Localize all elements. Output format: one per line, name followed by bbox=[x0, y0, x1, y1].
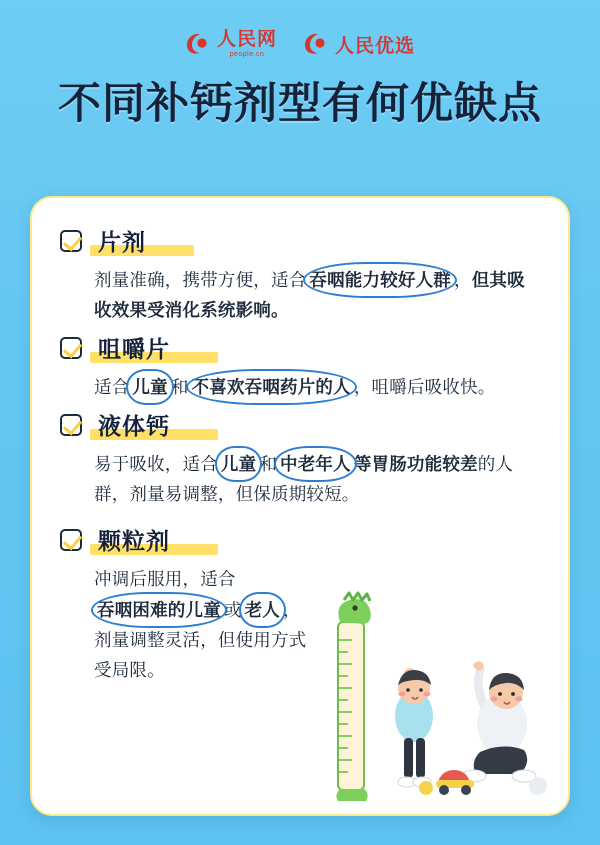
text-run: 和 bbox=[259, 454, 278, 475]
child-figure bbox=[395, 668, 433, 787]
section-liquid-calcium bbox=[60, 408, 540, 509]
checkbox-checked-icon bbox=[60, 529, 82, 551]
text-run: 冲调后服用，适合 bbox=[94, 569, 236, 590]
ball bbox=[529, 777, 547, 795]
section-chewable bbox=[60, 331, 540, 402]
text-run: ，剂量调整灵活，但使用方式受局限。 bbox=[94, 599, 307, 680]
section-granules bbox=[60, 523, 540, 684]
section-header bbox=[60, 331, 540, 364]
emphasis-circled: 吞咽困难的儿童 bbox=[94, 595, 224, 625]
section-body bbox=[60, 372, 540, 402]
red-swoosh-icon bbox=[303, 31, 329, 57]
text-run: 和 bbox=[170, 377, 189, 398]
section-tablet bbox=[60, 224, 540, 325]
emphasis-circled: 儿童 bbox=[218, 449, 259, 479]
content-card bbox=[30, 196, 570, 816]
text-run-bold: 但其吸收效果受消化系统影响。 bbox=[94, 270, 525, 321]
text-run: 的人群，剂量易调整，但保质期较短。 bbox=[94, 454, 514, 505]
section-header bbox=[60, 408, 540, 441]
red-swoosh-icon bbox=[185, 31, 211, 57]
section-body bbox=[60, 564, 310, 684]
people-cn-logo bbox=[185, 30, 277, 58]
text-run: 适合 bbox=[94, 377, 130, 398]
checkbox-checked-icon bbox=[60, 414, 82, 436]
logo-row bbox=[0, 0, 600, 58]
text-run: ，咀嚼后吸收快。 bbox=[353, 377, 496, 398]
emphasis-circled: 老人 bbox=[242, 595, 283, 625]
section-header bbox=[60, 224, 540, 257]
people-cn-logo-en: people.cn bbox=[229, 51, 265, 58]
emphasis-circled: 儿童 bbox=[129, 372, 170, 402]
section-body bbox=[60, 265, 540, 325]
text-run: 易于吸收，适合 bbox=[94, 454, 218, 475]
people-youxuan-logo bbox=[303, 31, 415, 58]
checkbox-checked-icon bbox=[60, 230, 82, 252]
emphasis-circled: 中老年人 bbox=[277, 449, 354, 479]
section-title: 片剂 bbox=[92, 224, 152, 257]
ball bbox=[419, 781, 433, 795]
people-youxuan-logo-cn: 人民优选 bbox=[335, 35, 416, 57]
text-run: ， bbox=[454, 270, 472, 290]
emphasis-circled: 不喜欢吞咽药片的人 bbox=[189, 372, 354, 402]
page-title: 不同补钙剂型有何优缺点 bbox=[58, 80, 542, 128]
people-cn-logo-cn: 人民网 bbox=[216, 29, 277, 50]
text-run-bold: 等胃肠功能较差 bbox=[353, 454, 478, 475]
section-title: 咀嚼片 bbox=[92, 331, 176, 364]
section-title: 颗粒剂 bbox=[92, 523, 176, 556]
text-run: 或 bbox=[223, 599, 242, 620]
checkbox-checked-icon bbox=[60, 337, 82, 359]
text-run: 剂量准确，携带方便，适合 bbox=[94, 270, 307, 290]
section-header bbox=[60, 523, 540, 556]
section-body bbox=[60, 449, 540, 509]
emphasis-circled: 吞咽能力较好人群 bbox=[306, 265, 454, 295]
section-title: 液体钙 bbox=[92, 408, 176, 441]
